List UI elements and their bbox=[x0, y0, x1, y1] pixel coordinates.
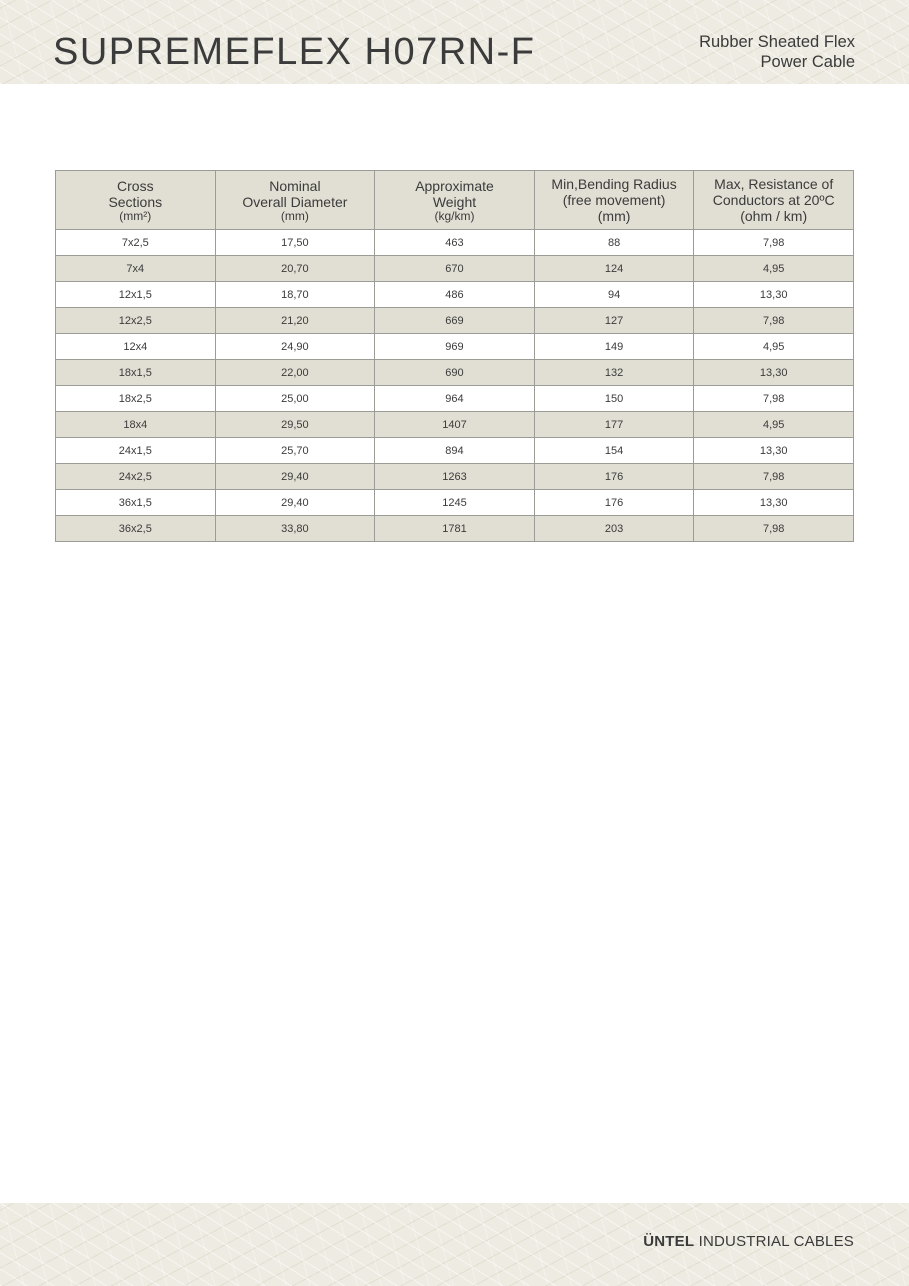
header-unit: (kg/km) bbox=[434, 208, 475, 223]
table-cell: 18x1,5 bbox=[56, 360, 216, 386]
table-cell: 25,70 bbox=[215, 438, 375, 464]
header-line: (free movement) bbox=[562, 192, 666, 208]
header-band bbox=[0, 0, 909, 84]
table-cell: 486 bbox=[375, 282, 535, 308]
table-cell: 150 bbox=[534, 386, 694, 412]
header-line: Conductors at 20ºC bbox=[712, 192, 835, 208]
table-cell: 7x4 bbox=[56, 256, 216, 282]
table-cell: 4,95 bbox=[694, 412, 854, 438]
header-line: Min,Bending Radius bbox=[551, 176, 677, 192]
table-cell: 1407 bbox=[375, 412, 535, 438]
table-cell: 176 bbox=[534, 490, 694, 516]
table-cell: 1245 bbox=[375, 490, 535, 516]
table-cell: 1781 bbox=[375, 516, 535, 542]
brand-name: ÜNTEL bbox=[643, 1233, 695, 1250]
table-cell: 127 bbox=[534, 308, 694, 334]
header-line: Approximate bbox=[415, 177, 494, 194]
table-cell: 24,90 bbox=[215, 334, 375, 360]
table-cell: 13,30 bbox=[694, 282, 854, 308]
table-cell: 149 bbox=[534, 334, 694, 360]
table-row bbox=[56, 490, 854, 516]
table-cell: 177 bbox=[534, 412, 694, 438]
table-cell: 7,98 bbox=[694, 308, 854, 334]
column-header-weight bbox=[375, 171, 535, 230]
table-row bbox=[56, 464, 854, 490]
table-row bbox=[56, 256, 854, 282]
table-cell: 12x4 bbox=[56, 334, 216, 360]
table-cell: 7,98 bbox=[694, 464, 854, 490]
footer-brand bbox=[643, 1233, 854, 1250]
table-cell: 7,98 bbox=[694, 230, 854, 256]
table-cell: 176 bbox=[534, 464, 694, 490]
table-cell: 124 bbox=[534, 256, 694, 282]
table-body bbox=[56, 230, 854, 542]
header-line: Overall Diameter bbox=[242, 193, 348, 210]
table-cell: 33,80 bbox=[215, 516, 375, 542]
table-cell: 13,30 bbox=[694, 360, 854, 386]
column-header-bending-radius bbox=[534, 171, 694, 230]
table-cell: 4,95 bbox=[694, 334, 854, 360]
header-line: (ohm / km) bbox=[740, 208, 808, 224]
table-cell: 17,50 bbox=[215, 230, 375, 256]
table-cell: 29,50 bbox=[215, 412, 375, 438]
table-cell: 894 bbox=[375, 438, 535, 464]
table-row bbox=[56, 308, 854, 334]
table-cell: 203 bbox=[534, 516, 694, 542]
table-cell: 1263 bbox=[375, 464, 535, 490]
column-header-resistance bbox=[694, 171, 854, 230]
table-cell: 154 bbox=[534, 438, 694, 464]
table-cell: 964 bbox=[375, 386, 535, 412]
column-header-overall-diameter bbox=[215, 171, 375, 230]
table-cell: 12x1,5 bbox=[56, 282, 216, 308]
table-cell: 4,95 bbox=[694, 256, 854, 282]
spec-table bbox=[55, 170, 854, 542]
page-title: SUPREMEFLEX H07RN-F bbox=[53, 31, 536, 73]
table-header-row bbox=[56, 171, 854, 230]
header-line: Cross bbox=[117, 177, 154, 194]
table-cell: 132 bbox=[534, 360, 694, 386]
table-cell: 20,70 bbox=[215, 256, 375, 282]
table-cell: 7,98 bbox=[694, 516, 854, 542]
table-row bbox=[56, 438, 854, 464]
table-cell: 24x2,5 bbox=[56, 464, 216, 490]
brand-tagline: INDUSTRIAL CABLES bbox=[698, 1233, 854, 1250]
header-line: Max, Resistance of bbox=[714, 176, 834, 192]
table-row bbox=[56, 516, 854, 542]
table-cell: 463 bbox=[375, 230, 535, 256]
header-line: Sections bbox=[108, 193, 163, 210]
table-row bbox=[56, 386, 854, 412]
table-row bbox=[56, 360, 854, 386]
table-cell: 36x1,5 bbox=[56, 490, 216, 516]
table-cell: 36x2,5 bbox=[56, 516, 216, 542]
table-cell: 18,70 bbox=[215, 282, 375, 308]
table-cell: 13,30 bbox=[694, 490, 854, 516]
header-line: Nominal bbox=[269, 177, 321, 194]
table-cell: 18x4 bbox=[56, 412, 216, 438]
subtitle-line-2: Power Cable bbox=[760, 53, 855, 71]
table-row bbox=[56, 230, 854, 256]
table-cell: 969 bbox=[375, 334, 535, 360]
table-row bbox=[56, 412, 854, 438]
table-cell: 88 bbox=[534, 230, 694, 256]
table-row bbox=[56, 282, 854, 308]
table-cell: 670 bbox=[375, 256, 535, 282]
subtitle-line-1: Rubber Sheated Flex bbox=[699, 33, 855, 51]
table-cell: 25,00 bbox=[215, 386, 375, 412]
table-cell: 13,30 bbox=[694, 438, 854, 464]
table-cell: 21,20 bbox=[215, 308, 375, 334]
header-unit: (mm) bbox=[280, 208, 309, 223]
column-header-cross-sections bbox=[56, 171, 216, 230]
table-cell: 7,98 bbox=[694, 386, 854, 412]
header-unit: (mm²) bbox=[119, 208, 152, 223]
table-cell: 18x2,5 bbox=[56, 386, 216, 412]
table-cell: 22,00 bbox=[215, 360, 375, 386]
table-cell: 7x2,5 bbox=[56, 230, 216, 256]
table-cell: 690 bbox=[375, 360, 535, 386]
table-cell: 29,40 bbox=[215, 490, 375, 516]
table-cell: 24x1,5 bbox=[56, 438, 216, 464]
table-cell: 94 bbox=[534, 282, 694, 308]
table-row bbox=[56, 334, 854, 360]
table-cell: 29,40 bbox=[215, 464, 375, 490]
header-line: Weight bbox=[432, 193, 477, 210]
header-line: (mm) bbox=[597, 208, 631, 224]
table-cell: 12x2,5 bbox=[56, 308, 216, 334]
page-subtitle bbox=[699, 32, 855, 72]
table-cell: 669 bbox=[375, 308, 535, 334]
